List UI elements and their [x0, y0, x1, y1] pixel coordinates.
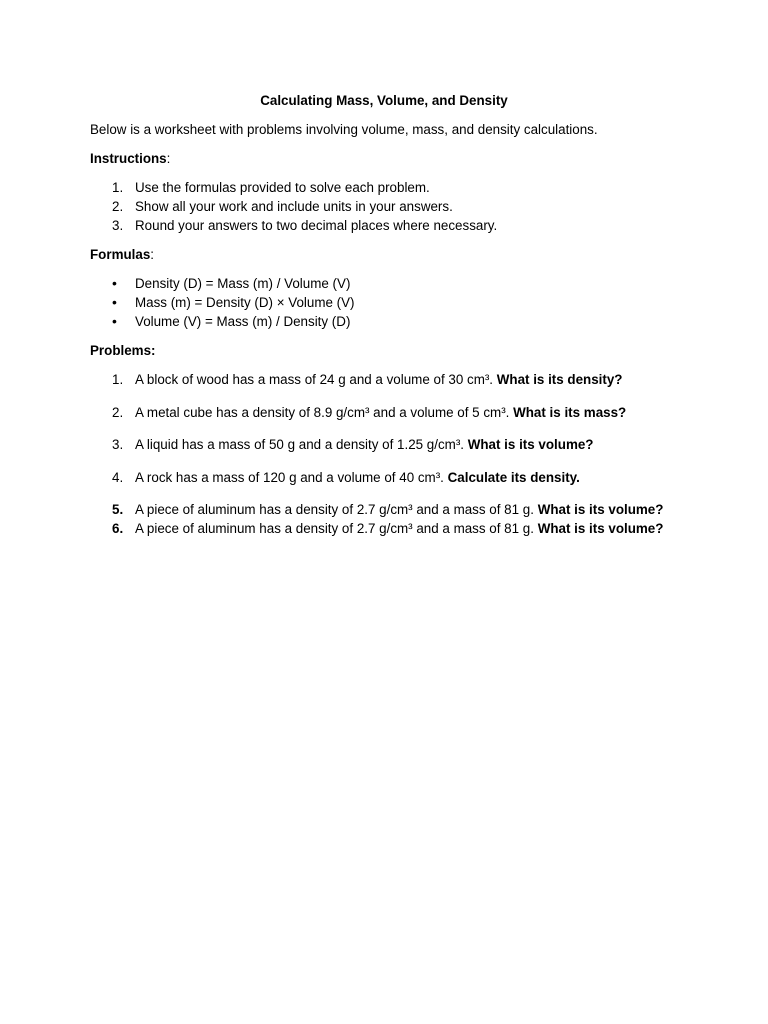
problem-text: A metal cube has a density of 8.9 g/cm³ and a volume of 5 cm³. — [135, 404, 514, 420]
problem-text: A liquid has a mass of 50 g and a density of 1.25 g/cm³. — [135, 437, 468, 452]
bullet-icon: • — [112, 275, 117, 291]
problem-number: 1. — [112, 372, 124, 387]
problem-number: 6. — [112, 521, 124, 536]
worksheet-page — [90, 91, 670, 538]
problem-question: Calculate its density. — [447, 469, 580, 485]
instruction-text: Use the formulas provided to solve each problem. — [135, 180, 430, 195]
problem-number: 2. — [112, 404, 124, 420]
instruction-number: 2. — [112, 199, 124, 214]
page-title: Calculating Mass, Volume, and Density — [260, 93, 508, 108]
problem-number: 5. — [112, 502, 124, 517]
instructions-heading — [90, 149, 670, 168]
formula-text: Density (D) = Mass (m) / Volume (V) — [135, 276, 351, 291]
problem-question: What is its density? — [496, 372, 623, 387]
problems-list — [90, 370, 670, 538]
problem-item — [90, 435, 670, 454]
instruction-text: Show all your work and include units in your answers. — [135, 199, 453, 214]
problem-number: 3. — [112, 437, 124, 452]
problem-question: What is its mass? — [513, 404, 627, 420]
problem-item — [90, 370, 670, 389]
instructions-list — [90, 178, 670, 235]
problem-number: 4. — [112, 469, 124, 485]
problem-question: What is its volume? — [537, 521, 664, 536]
bullet-icon: • — [112, 294, 117, 310]
problem-question: What is its volume? — [537, 502, 664, 517]
problem-text: A rock has a mass of 120 g and a volume of 40 cm³. — [135, 469, 448, 485]
formula-item — [90, 312, 670, 331]
instruction-item — [90, 197, 670, 216]
problem-item — [90, 403, 670, 422]
problem-text: A piece of aluminum has a density of 2.7 g/cm³ and a mass of 81 g. — [135, 521, 538, 536]
instructions-label: Instructions — [90, 151, 167, 166]
formula-text: Volume (V) = Mass (m) / Density (D) — [135, 314, 351, 329]
problem-item — [90, 519, 670, 538]
instruction-item — [90, 178, 670, 197]
problems-heading: Problems: — [90, 343, 156, 358]
bullet-icon: • — [112, 313, 117, 329]
instructions-colon: : — [166, 151, 171, 166]
formulas-colon: : — [150, 247, 155, 262]
problem-item — [90, 500, 670, 519]
formulas-list — [90, 274, 670, 331]
formula-text: Mass (m) = Density (D) × Volume (V) — [135, 295, 355, 310]
instruction-text: Round your answers to two decimal places where necessary. — [135, 218, 498, 233]
instruction-item — [90, 216, 670, 235]
problem-question: What is its volume? — [467, 437, 594, 452]
formula-item — [90, 293, 670, 312]
formula-item — [90, 274, 670, 293]
problem-item — [90, 468, 670, 487]
problem-text: A block of wood has a mass of 24 g and a volume of 30 cm³. — [135, 372, 497, 387]
problem-text: A piece of aluminum has a density of 2.7 g/cm³ and a mass of 81 g. — [135, 502, 538, 517]
formulas-heading — [90, 245, 670, 264]
intro-paragraph: Below is a worksheet with problems involving volume, mass, and density calculations. — [90, 122, 598, 137]
instruction-number: 3. — [112, 218, 124, 233]
formulas-label: Formulas — [90, 247, 151, 262]
instruction-number: 1. — [112, 180, 124, 195]
